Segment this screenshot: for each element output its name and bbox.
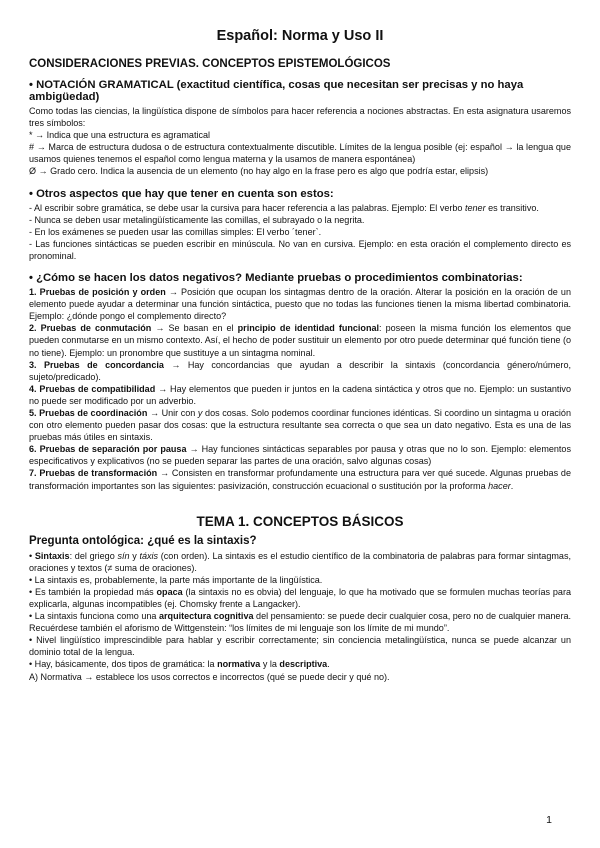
page-number: 1 (546, 814, 552, 826)
document-page (29, 28, 571, 683)
prueba-conmutacion: 2. Pruebas de conmutación → Se basan en el principio de identidad funcional: poseen la misma función los elementos que pueden conmutarse en un mismo contexto. Así, el hecho de poder sustituir un elemento por otro puede determinar qué función tiene (o no tiene). Ejemplo: un pronombre que sustituye a un sintagma nominal. (29, 323, 571, 358)
heading-otros-text: Otros aspectos que hay que tener en cuenta son estos: (36, 187, 334, 200)
otros-line-4: - Las funciones sintácticas se pueden escribir en minúscula. No van en cursiva. Ejemplo: en esta oración el complemento directo es pronominal. (29, 238, 571, 261)
otros-line-2: - Nunca se deben usar metalingüísticamente las comillas, el subrayado o la negrita. (29, 214, 365, 225)
prueba-compatibilidad: 4. Pruebas de compatibilidad → Hay elementos que pueden ir juntos en la cadena sintáctica y otros que no. Ejemplo: un sustantivo no puede ser modificado por un adverbio. (29, 383, 571, 406)
otros-line-3: - En los exámenes se pueden usar las comillas simples: El verbo ´tener`. (29, 226, 322, 237)
bullet: • (29, 187, 37, 200)
section-heading-consideraciones: CONSIDERACIONES PREVIAS. CONCEPTOS EPISTEMOLÓGICOS (29, 58, 391, 70)
tema-bullet-2: • La sintaxis es, probablemente, la parte más importante de la lingüística. (29, 574, 323, 585)
prueba-coordinacion: 5. Pruebas de coordinación → Unir con y dos cosas. Solo podemos coordinar funciones idénticas. Si coordino un sintagma u oración con otro elemento pueden pasar dos cosas: que la estructura resultante sea correcta o que sea un dato negativo. Esta es una de las pruebas más útiles en sintaxis. (29, 407, 571, 443)
tema-bullet-arquitectura: • La sintaxis funciona como una arquitectura cognitiva del pensamiento: se puede decir cualquier cosa, pero no de cualquier manera. Recuérdese también el aforismo de Wittgenstein: “los límites de mi lenguaje son los límite de mi mundo”. (29, 611, 572, 634)
notacion-intro: Como todas las ciencias, la lingüística dispone de símbolos para hacer referencia a nociones abstractas. En esta asignatura usaremos tres símbolos: (29, 106, 571, 129)
notacion-line-asterisk: * → Indica que una estructura es agramatical (29, 130, 211, 141)
tema-heading: TEMA 1. CONCEPTOS BÁSICOS (196, 513, 404, 529)
heading-datos-negativos (29, 272, 571, 284)
bullet: • (29, 79, 37, 91)
tema-bullet-sintaxis: • Sintaxis: del griego sín y táxis (con orden). La sintaxis es el estudio científico de la combinatoria de palabras para formar sintagmas, oraciones y textos (≠ suma de oraciones). (29, 550, 571, 573)
tema-bullet-opaca: • Es también la propiedad más opaca (la sintaxis no es obvia) del lenguaje, lo que ha motivado que se formulen muchas teorías para explicarla, algunas incompatibles (ej. Chomsky frente a Langacker). (29, 586, 571, 609)
prueba-transformacion: 7. Pruebas de transformación → Consisten en transformar profundamente una estructura para ver qué sucede. Algunas pruebas de transformación importantes son las siguientes: pasivización, construcción ecuacional o sustitución por la proforma hacer. (29, 468, 571, 491)
pregunta-ontologica: Pregunta ontológica: ¿qué es la sintaxis? (29, 534, 257, 547)
tema-bullet-nivel: • Nivel lingüístico imprescindible para hablar y escribir correctamente; sin conciencia metalingüística, nunca se puede alcanzar un dominio total de la lengua. (29, 635, 571, 658)
tema-bullet-tipos: • Hay, básicamente, dos tipos de gramática: la normativa y la descriptiva. (29, 659, 330, 670)
heading-notacion (29, 79, 571, 103)
heading-otros-aspectos (29, 188, 571, 200)
heading-notacion-text: NOTACIÓN GRAMATICAL (exactitud científica, cosas que necesitan ser precisas y no haya ambigüedad) (29, 79, 524, 103)
notacion-line-zero: Ø → Grado cero. Indica la ausencia de un elemento (no hay algo en la frase pero es algo que podría estar, elipsis) (29, 166, 489, 177)
heading-negativos-text: ¿Cómo se hacen los datos negativos? Mediante pruebas o procedimientos combinatorias: (36, 272, 523, 285)
tema-normativa: A) Normativa → establece los usos correctos e incorrectos (qué se puede decir y qué no). (29, 671, 390, 682)
prueba-concordancia: 3. Pruebas de concordancia → Hay concordancias que ayudan a describir la sintaxis (concordancia género/número, sujeto/predicado). (29, 359, 571, 382)
prueba-separacion: 6. Pruebas de separación por pausa → Hay funciones sintácticas separables por pausa y otras que no lo son. Ejemplo: elementos especificativos y explicativos (no se pueden separar las partes de una oración, salvo algunas cosas) (29, 444, 571, 467)
document-title: Español: Norma y Uso II (216, 28, 384, 44)
otros-line-1: - Al escribir sobre gramática, se debe usar la cursiva para hacer referencia a las palabras. Ejemplo: El verbo tener es transitivo. (29, 202, 539, 213)
notacion-line-hash: # → Marca de estructura dudosa o de estructura contextualmente discutible. Límites de la lengua posible (ej: español → la lengua que usamos quienes tenemos el español como lengua materna y la usamos de manera espontánea) (29, 142, 571, 165)
prueba-posicion: 1. Pruebas de posición y orden → Posición que ocupan los sintagmas dentro de la oración. Alterar la posición en la oración de un elemento puede ayudar a determinar una función sintáctica, puesto que no todas las funciones tienen la misma libertad combinatoria. Ejemplo: ¿dónde pongo el complemento directo? (29, 287, 571, 322)
bullet: • (29, 272, 37, 285)
